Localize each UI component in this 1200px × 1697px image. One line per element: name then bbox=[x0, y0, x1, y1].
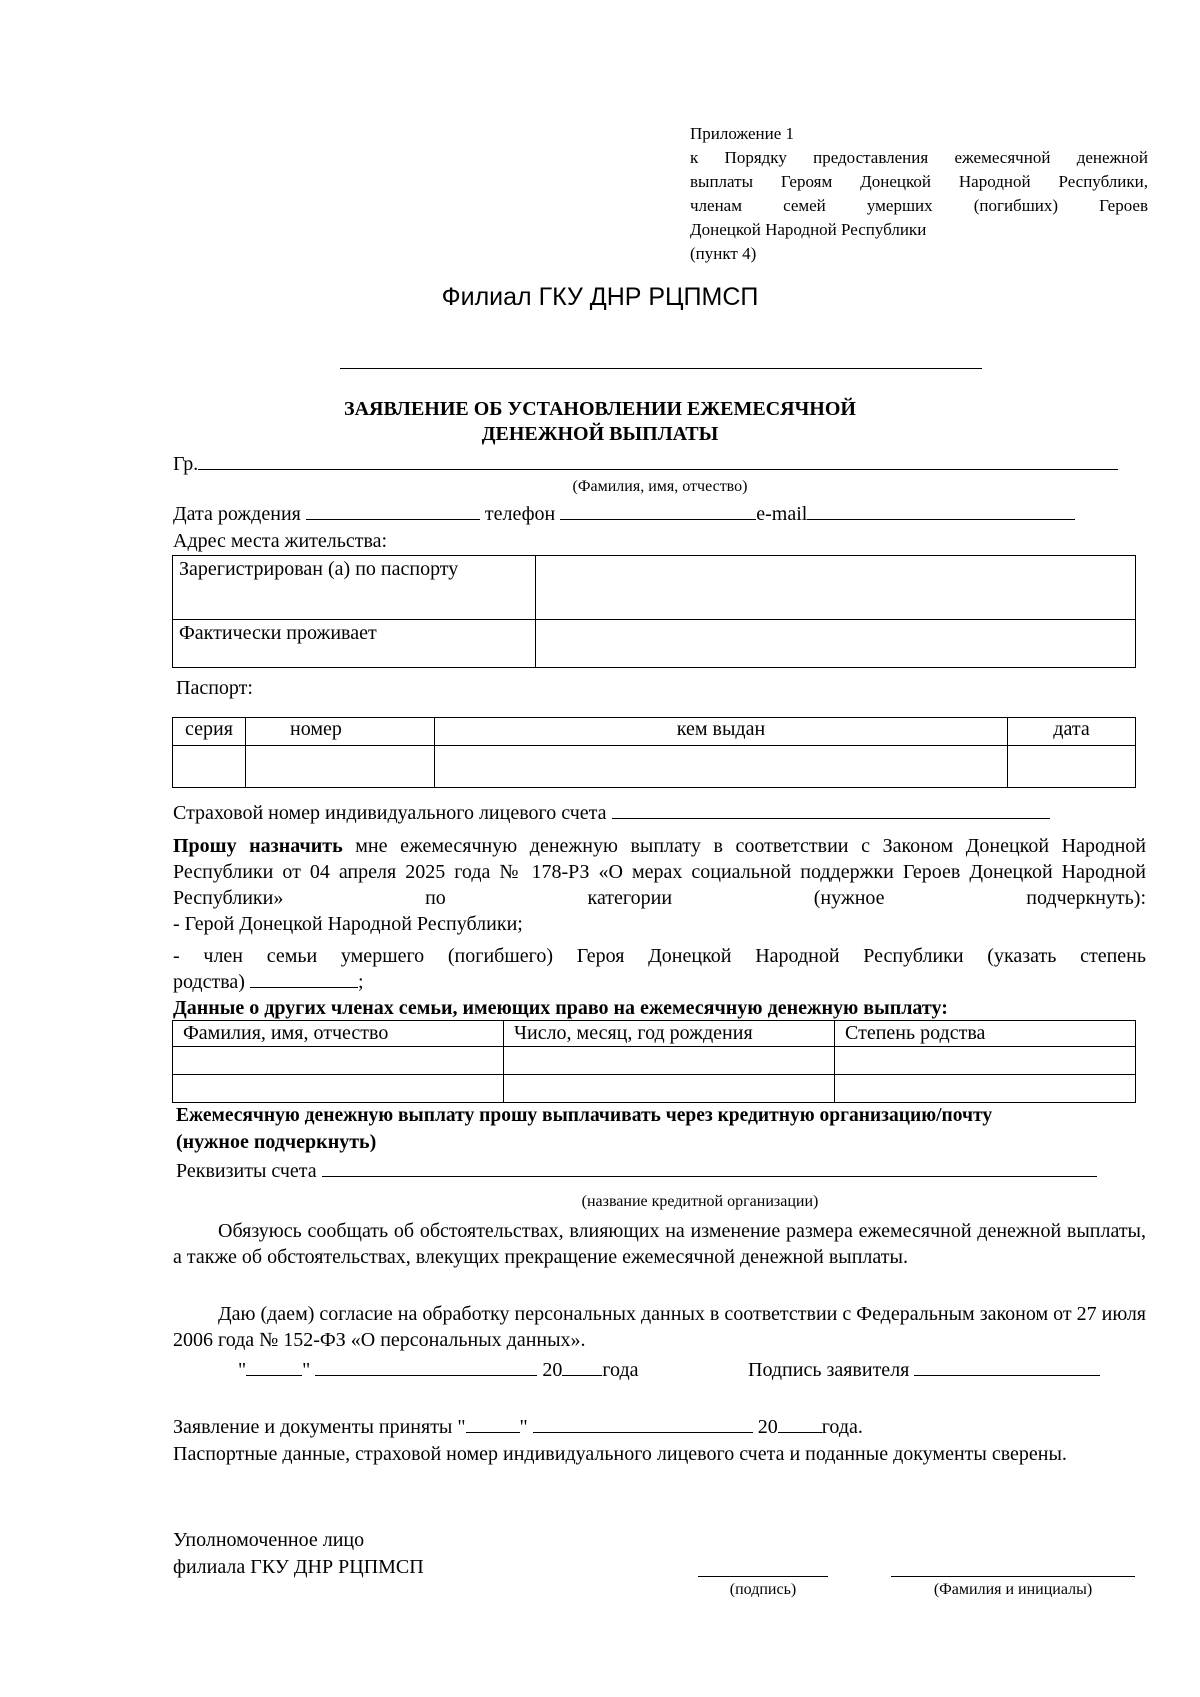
relationship-end: ; bbox=[357, 971, 364, 993]
applicant-signature-row bbox=[748, 1357, 1100, 1383]
category-option-hero: - Герой Донецкой Народной Республики; bbox=[173, 913, 523, 935]
document-title bbox=[0, 397, 1200, 447]
relationship-label: родства) bbox=[173, 971, 245, 993]
title-line-2: ДЕНЕЖНОЙ ВЫПЛАТЫ bbox=[481, 423, 719, 445]
email-field[interactable] bbox=[807, 501, 1075, 520]
birth-date-field[interactable] bbox=[306, 501, 480, 520]
appendix-line-6: (пункт 4) bbox=[690, 244, 757, 263]
appendix-line-1: Приложение 1 bbox=[690, 124, 794, 143]
passport-label: Паспорт: bbox=[176, 677, 253, 699]
consent-paragraph: Даю (даем) согласие на обработку персональных данных в соответствии с Федеральным законом от 27 июля 2006 года № 152-ФЗ «О персональных данных». bbox=[173, 1303, 1146, 1351]
official-name-line[interactable] bbox=[891, 1576, 1135, 1577]
birth-label: Дата рождения bbox=[173, 503, 301, 525]
requisites-caption: (название кредитной организации) bbox=[581, 1193, 819, 1210]
accepted-row bbox=[173, 1414, 863, 1440]
contact-row bbox=[173, 501, 1075, 527]
request-paragraph bbox=[173, 833, 1146, 911]
applicant-name-caption: (Фамилия, имя, отчество) bbox=[572, 478, 748, 495]
applicant-name-field[interactable] bbox=[198, 451, 1118, 470]
name-caption: (Фамилия и инициалы) bbox=[933, 1581, 1093, 1598]
applicant-date-row bbox=[238, 1357, 639, 1383]
payment-heading-2: (нужное подчеркнуть) bbox=[176, 1131, 377, 1153]
family-table bbox=[172, 1020, 1136, 1103]
year-suffix: года bbox=[602, 1359, 639, 1381]
address-table bbox=[172, 555, 1136, 668]
title-line-1: ЗАЯВЛЕНИЕ ОБ УСТАНОВЛЕНИИ ЕЖЕМЕСЯЧНОЙ bbox=[344, 398, 856, 420]
branch-title: Филиал ГКУ ДНР РЦПМСП bbox=[441, 283, 759, 311]
snils-row bbox=[173, 800, 1050, 826]
passport-issuer-field[interactable] bbox=[435, 746, 1008, 788]
applicant-prefix: Гр. bbox=[173, 453, 199, 475]
authorized-line-1: Уполномоченное лицо bbox=[173, 1529, 365, 1551]
requisites-row bbox=[176, 1158, 1097, 1184]
phone-label: телефон bbox=[484, 503, 556, 525]
year-prefix: 20 bbox=[542, 1359, 563, 1381]
obligation-paragraph: Обязуюсь сообщать об обстоятельствах, влияющих на изменение размера ежемесячной денежной выплаты, а также об обстоятельствах, влекущих прекращение ежемесячной денежной выплаты. bbox=[173, 1220, 1146, 1268]
authorized-line-2: филиала ГКУ ДНР РЦПМСП bbox=[173, 1556, 424, 1578]
request-text: мне ежемесячную денежную выплату в соответствии с Законом Донецкой Народной Республики от 04 апреля 2025 года № 178-РЗ «О мерах социальной поддержки Героев Донецкой Народной Республики» по категории (нужное подчеркнуть): bbox=[173, 835, 1146, 909]
day-field[interactable] bbox=[246, 1357, 302, 1376]
accepted-day-field[interactable] bbox=[466, 1414, 520, 1433]
passport-number-field[interactable] bbox=[246, 746, 435, 788]
official-signature-line[interactable] bbox=[698, 1576, 828, 1577]
date-quote-open: " bbox=[238, 1359, 247, 1381]
applicant-name-row bbox=[173, 451, 1118, 477]
month-field[interactable] bbox=[315, 1357, 537, 1376]
snils-label: Страховой номер индивидуального лицевого счета bbox=[173, 802, 607, 824]
year-field[interactable] bbox=[562, 1357, 602, 1376]
appendix-note bbox=[690, 122, 1148, 266]
actual-field[interactable] bbox=[536, 620, 1136, 668]
email-label: e-mail bbox=[756, 503, 808, 525]
accepted-quote-close: " bbox=[519, 1416, 528, 1438]
payment-heading-1: Ежемесячную денежную выплату прошу выплачивать через кредитную организацию/почту bbox=[176, 1105, 993, 1126]
recipient-underline bbox=[340, 368, 982, 369]
signature-label: Подпись заявителя bbox=[748, 1359, 910, 1381]
appendix-line-4: членам семей умерших (погибших) Героев bbox=[690, 196, 1148, 215]
passport-col-series: серия bbox=[173, 718, 246, 746]
family-heading: Данные о других членах семьи, имеющих право на ежемесячную денежную выплату: bbox=[173, 997, 948, 1019]
passport-series-field[interactable] bbox=[173, 746, 246, 788]
requisites-field[interactable] bbox=[322, 1158, 1097, 1177]
registered-field[interactable] bbox=[536, 556, 1136, 620]
accepted-year-prefix: 20 bbox=[757, 1416, 778, 1438]
accepted-label: Заявление и документы приняты " bbox=[173, 1416, 466, 1438]
registered-label: Зарегистрирован (а) по паспорту bbox=[173, 556, 536, 620]
relationship-row bbox=[173, 969, 364, 995]
family-row-1-name[interactable] bbox=[173, 1047, 504, 1075]
accepted-year-suffix: года. bbox=[821, 1416, 863, 1438]
passport-col-number: номер bbox=[246, 718, 435, 746]
passport-date-field[interactable] bbox=[1008, 746, 1136, 788]
family-row-1-relation[interactable] bbox=[835, 1047, 1136, 1075]
applicant-signature-field[interactable] bbox=[914, 1357, 1100, 1376]
date-quote-close: " bbox=[302, 1359, 311, 1381]
family-col-name: Фамилия, имя, отчество bbox=[173, 1021, 504, 1047]
actual-label: Фактически проживает bbox=[173, 620, 536, 668]
appendix-line-3: выплаты Героям Донецкой Народной Республики, bbox=[690, 172, 1148, 191]
accepted-year-field[interactable] bbox=[778, 1414, 822, 1433]
snils-field[interactable] bbox=[612, 800, 1050, 819]
phone-field[interactable] bbox=[560, 501, 756, 520]
appendix-line-2: к Порядку предоставления ежемесячной денежной bbox=[690, 148, 1148, 167]
family-row-2-relation[interactable] bbox=[835, 1075, 1136, 1103]
signature-caption: (подпись) bbox=[729, 1581, 797, 1598]
family-row-1-birth[interactable] bbox=[504, 1047, 835, 1075]
verified-paragraph: Паспортные данные, страховой номер индивидуального лицевого счета и поданные документы сверены. bbox=[173, 1443, 1067, 1465]
family-row-2-name[interactable] bbox=[173, 1075, 504, 1103]
appendix-line-5: Донецкой Народной Республики bbox=[690, 220, 927, 239]
passport-col-date: дата bbox=[1008, 718, 1136, 746]
address-label: Адрес места жительства: bbox=[173, 530, 388, 552]
relationship-field[interactable] bbox=[250, 969, 358, 988]
family-col-relation: Степень родства bbox=[835, 1021, 1136, 1047]
family-col-birth: Число, месяц, год рождения bbox=[504, 1021, 835, 1047]
accepted-month-field[interactable] bbox=[533, 1414, 753, 1433]
requisites-label: Реквизиты счета bbox=[176, 1160, 317, 1182]
family-row-2-birth[interactable] bbox=[504, 1075, 835, 1103]
passport-col-issuer: кем выдан bbox=[435, 718, 1008, 746]
category-option-family: - член семьи умершего (погибшего) Героя Донецкой Народной Республики (указать степень bbox=[173, 945, 1146, 967]
passport-table bbox=[172, 717, 1136, 788]
request-bold: Прошу назначить bbox=[173, 835, 343, 857]
